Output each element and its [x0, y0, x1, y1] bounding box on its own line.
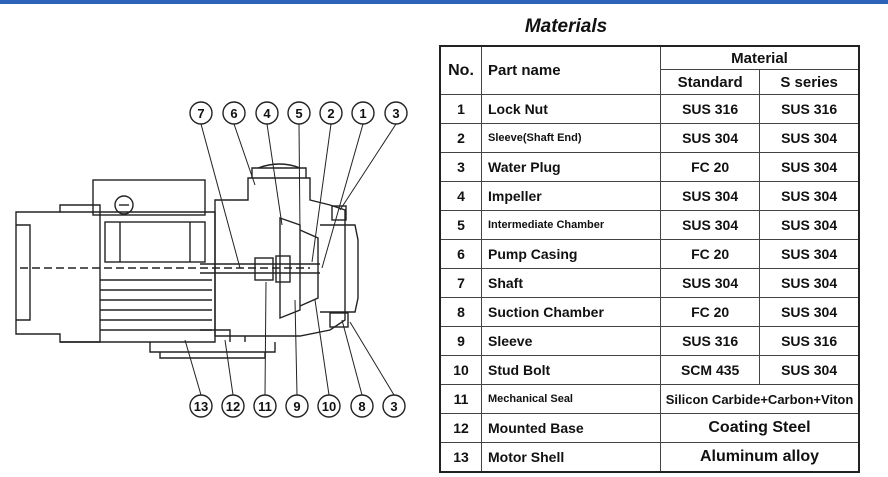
header-s-series: S series	[760, 70, 859, 95]
top-callouts	[190, 102, 407, 124]
row-part: Water Plug	[482, 153, 661, 182]
row-part: Intermediate Chamber	[482, 211, 661, 240]
table-row	[440, 269, 859, 298]
svg-text:11: 11	[258, 399, 272, 414]
row-no: 7	[440, 269, 482, 298]
callout-5	[288, 102, 310, 124]
table-row	[440, 414, 859, 443]
callout-12	[222, 395, 244, 417]
row-part: Motor Shell	[482, 443, 661, 473]
header-material: Material	[661, 46, 860, 70]
row-material-combined: Coating Steel	[661, 414, 860, 443]
row-s-series: SUS 304	[760, 356, 859, 385]
callout-8	[351, 395, 373, 417]
row-material-combined: Silicon Carbide+Carbon+Viton	[661, 385, 860, 414]
row-no: 13	[440, 443, 482, 473]
table-row	[440, 211, 859, 240]
row-s-series: SUS 304	[760, 124, 859, 153]
row-part: Sleeve	[482, 327, 661, 356]
svg-text:12: 12	[225, 399, 241, 414]
table-row	[440, 443, 859, 473]
callout-10	[318, 395, 340, 417]
table-row	[440, 327, 859, 356]
row-part: Mounted Base	[482, 414, 661, 443]
svg-text:3: 3	[390, 399, 398, 414]
svg-text:8: 8	[358, 399, 366, 414]
row-standard: SUS 304	[661, 182, 760, 211]
callout-3-top	[385, 102, 407, 124]
header-part-name: Part name	[482, 46, 661, 95]
callout-7	[190, 102, 212, 124]
callout-1	[352, 102, 374, 124]
header-standard: Standard	[661, 70, 760, 95]
row-s-series: SUS 316	[760, 95, 859, 124]
svg-text:2: 2	[327, 106, 335, 121]
row-standard: SUS 304	[661, 269, 760, 298]
callout-9	[286, 395, 308, 417]
row-part: Pump Casing	[482, 240, 661, 269]
svg-text:3: 3	[392, 106, 400, 121]
bottom-callouts	[190, 395, 405, 417]
svg-text:4: 4	[263, 106, 271, 121]
row-no: 12	[440, 414, 482, 443]
row-no: 2	[440, 124, 482, 153]
table-row	[440, 95, 859, 124]
svg-text:9: 9	[293, 399, 301, 414]
row-s-series: SUS 304	[760, 269, 859, 298]
row-part: Suction Chamber	[482, 298, 661, 327]
table-row	[440, 124, 859, 153]
row-standard: SUS 316	[661, 327, 760, 356]
table-header-row	[440, 46, 859, 70]
svg-text:6: 6	[230, 106, 238, 121]
header-no: No.	[440, 46, 482, 95]
svg-text:7: 7	[197, 106, 205, 121]
svg-text:1: 1	[359, 106, 367, 121]
table-row	[440, 240, 859, 269]
row-no: 4	[440, 182, 482, 211]
materials-title: Materials	[524, 16, 608, 37]
materials-table	[439, 45, 860, 473]
callout-13	[190, 395, 212, 417]
row-part: Mechanical Seal	[482, 385, 661, 414]
row-no: 1	[440, 95, 482, 124]
table-row	[440, 356, 859, 385]
row-no: 10	[440, 356, 482, 385]
row-part: Shaft	[482, 269, 661, 298]
svg-text:10: 10	[321, 399, 337, 414]
row-s-series: SUS 304	[760, 211, 859, 240]
svg-text:5: 5	[295, 106, 303, 121]
row-part: Sleeve(Shaft End)	[482, 124, 661, 153]
row-no: 8	[440, 298, 482, 327]
row-standard: SUS 316	[661, 95, 760, 124]
row-s-series: SUS 304	[760, 298, 859, 327]
row-no: 6	[440, 240, 482, 269]
table-row	[440, 385, 859, 414]
pump-diagram	[0, 0, 440, 477]
row-s-series: SUS 304	[760, 182, 859, 211]
row-part: Stud Bolt	[482, 356, 661, 385]
row-standard: FC 20	[661, 153, 760, 182]
callout-2	[320, 102, 342, 124]
row-standard: SUS 304	[661, 124, 760, 153]
callout-6	[223, 102, 245, 124]
row-no: 3	[440, 153, 482, 182]
row-part: Lock Nut	[482, 95, 661, 124]
callout-11	[254, 395, 276, 417]
row-no: 9	[440, 327, 482, 356]
callout-3-bottom	[383, 395, 405, 417]
row-s-series: SUS 316	[760, 327, 859, 356]
row-standard: FC 20	[661, 298, 760, 327]
row-standard: FC 20	[661, 240, 760, 269]
row-material-combined: Aluminum alloy	[661, 443, 860, 473]
row-no: 11	[440, 385, 482, 414]
row-part: Impeller	[482, 182, 661, 211]
row-no: 5	[440, 211, 482, 240]
row-s-series: SUS 304	[760, 240, 859, 269]
callout-4	[256, 102, 278, 124]
table-row	[440, 298, 859, 327]
row-standard: SCM 435	[661, 356, 760, 385]
table-row	[440, 153, 859, 182]
table-row	[440, 182, 859, 211]
svg-text:13: 13	[193, 399, 209, 414]
row-standard: SUS 304	[661, 211, 760, 240]
row-s-series: SUS 304	[760, 153, 859, 182]
